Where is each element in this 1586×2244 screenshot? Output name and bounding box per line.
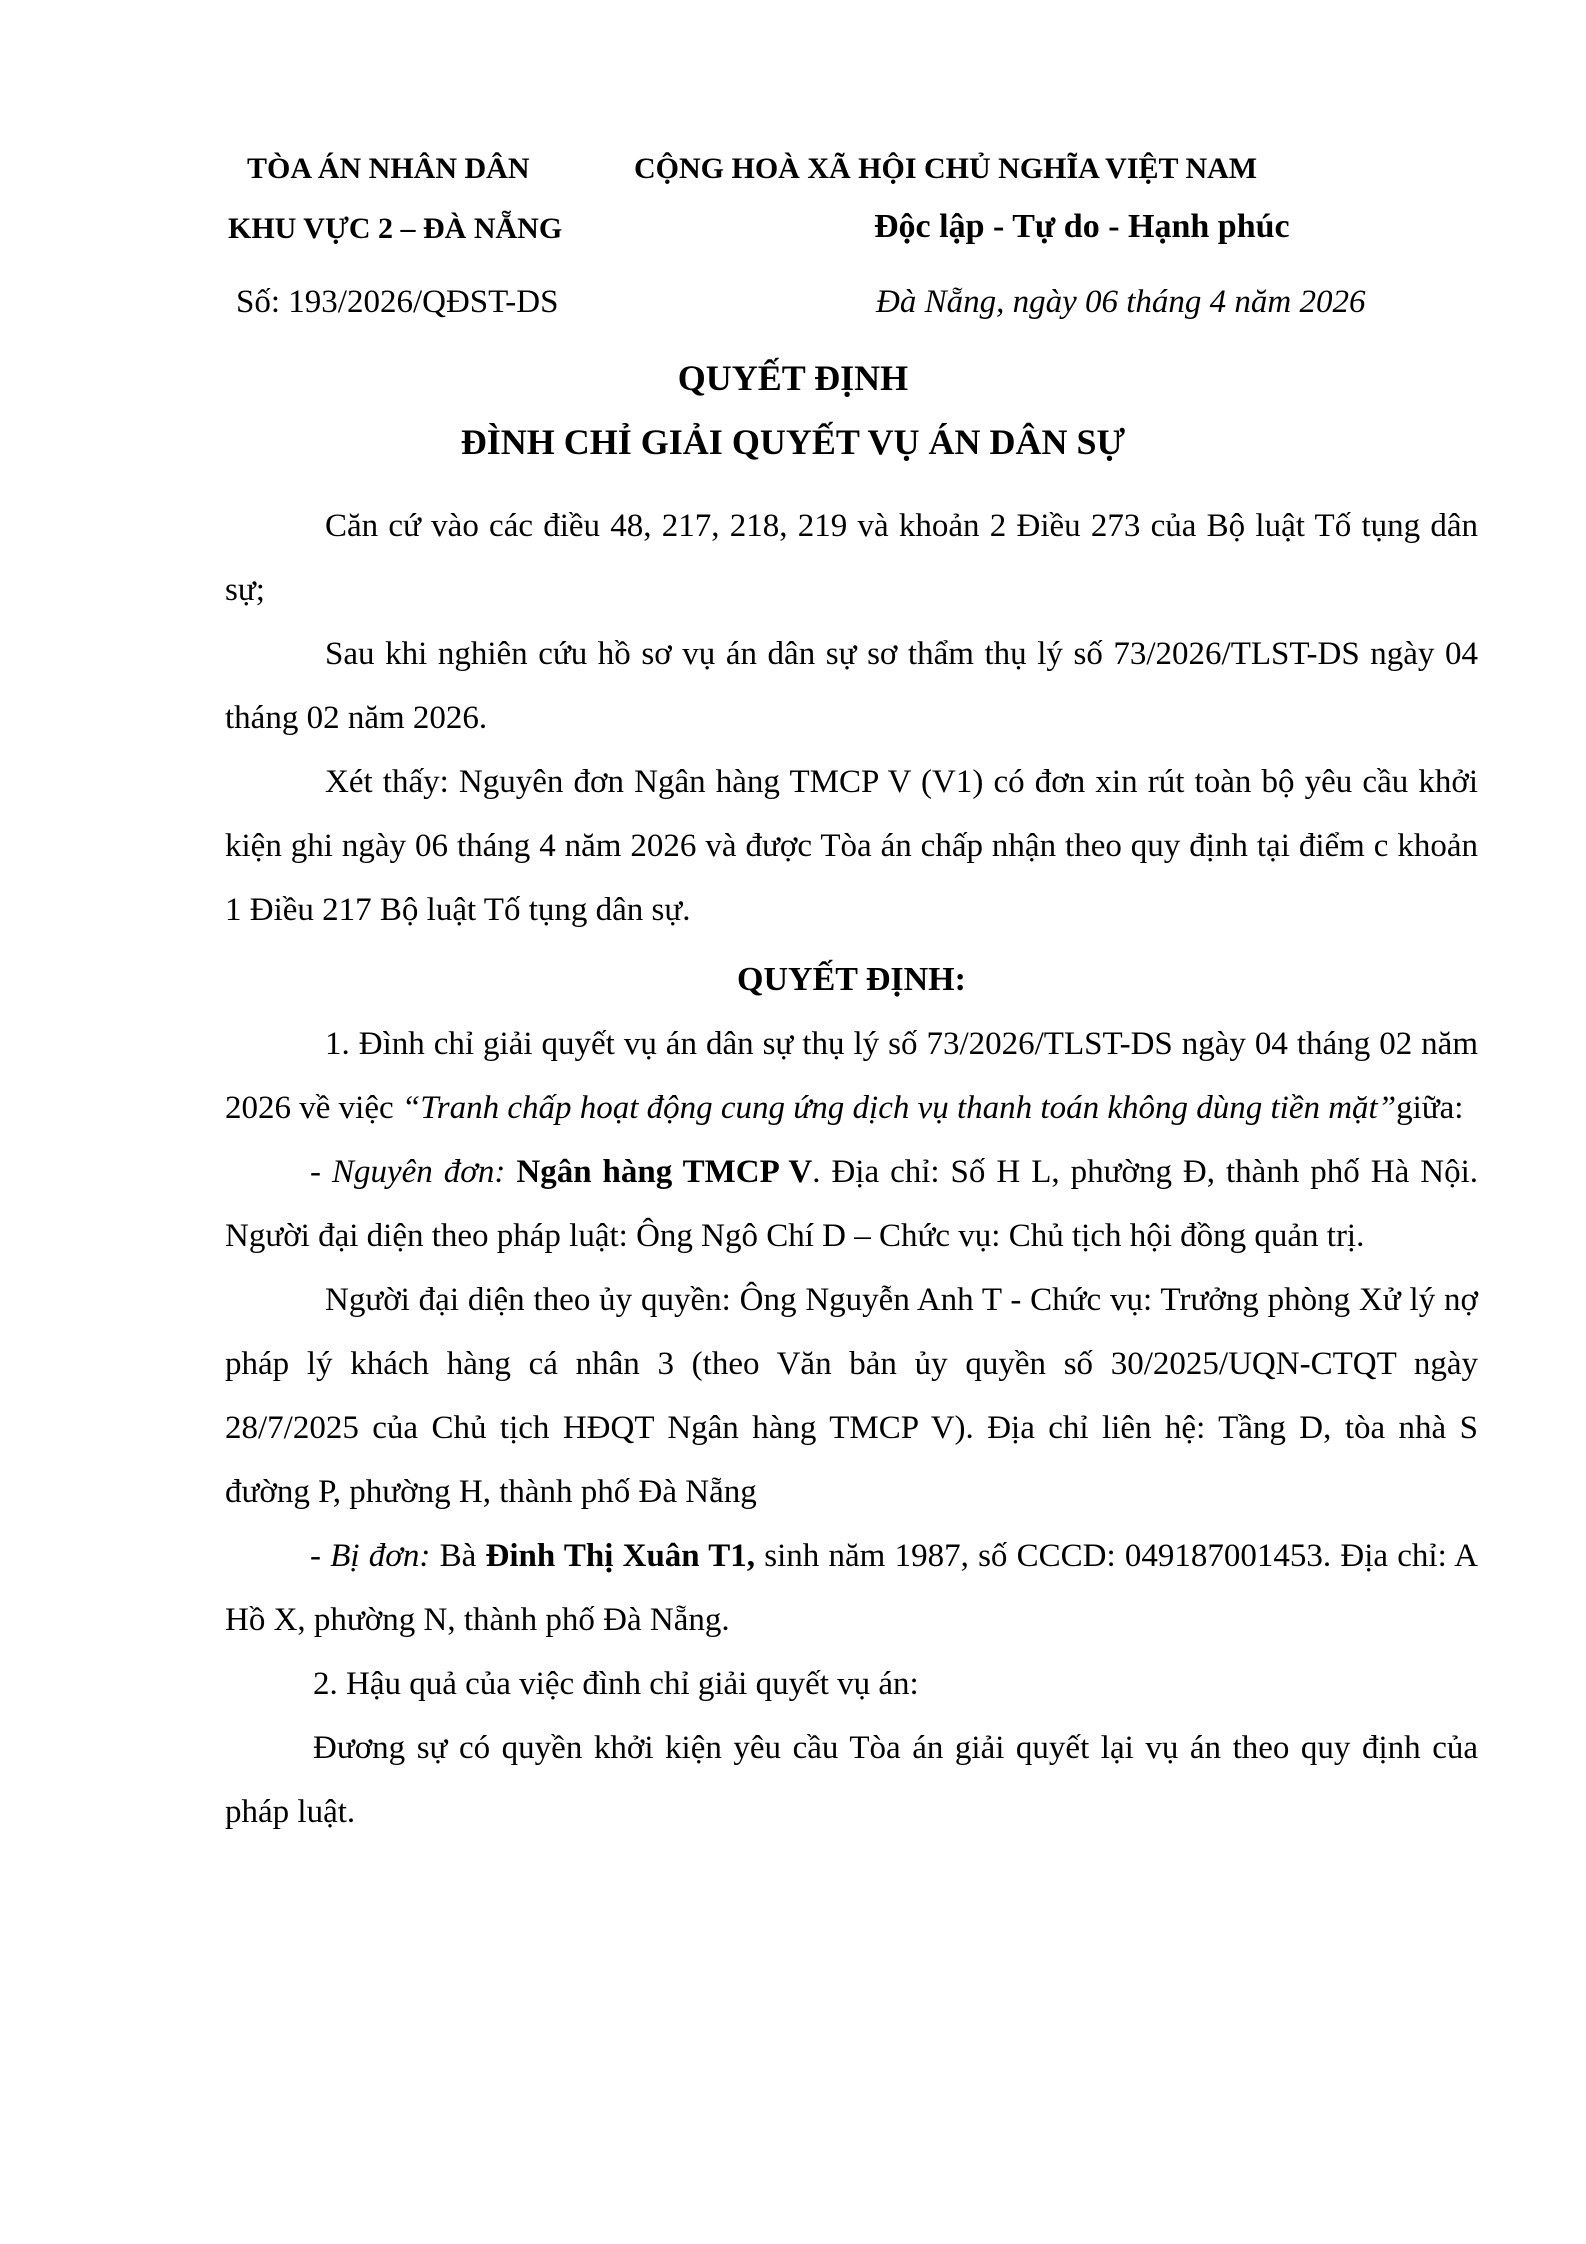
document-title: QUYẾT ĐỊNH bbox=[677, 358, 909, 398]
defendant-prefix: Bà bbox=[430, 1538, 486, 1574]
court-region: KHU VỰC 2 – ĐÀ NẴNG bbox=[228, 212, 563, 245]
legal-basis-paragraph: Căn cứ vào các điều 48, 217, 218, 219 và khoản 2 Điều 273 của Bộ luật Tố tụng dân sự; bbox=[225, 508, 1478, 608]
national-motto: Độc lập - Tự do - Hạnh phúc bbox=[874, 208, 1290, 245]
document-subtitle: ĐÌNH CHỈ GIẢI QUYẾT VỤ ÁN DÂN SỰ bbox=[460, 422, 1126, 462]
consequence-paragraph: Đương sự có quyền khởi kiện yêu cầu Tòa án giải quyết lại vụ án theo quy định của pháp luật. bbox=[225, 1730, 1478, 1830]
defendant-paragraph bbox=[225, 1524, 1478, 1652]
plaintiff-name: Ngân hàng TMCP V bbox=[516, 1154, 813, 1190]
item1-prefix: 1. Đình chỉ giải quyết vụ án dân sự thụ lý số 73/2026/TLST-DS ngày 04 tháng 02 năm 2026 về việc bbox=[225, 1026, 1478, 1126]
defendant-label: - Bị đơn: bbox=[310, 1538, 431, 1574]
case-review-paragraph: Sau khi nghiên cứu hồ sơ vụ án dân sự sơ thẩm thụ lý số 73/2026/TLST-DS ngày 04 tháng 02 năm 2026. bbox=[225, 636, 1478, 736]
plaintiff-details: . Địa chỉ: Số H L, phường Đ, thành phố Hà Nội. Người đại diện theo pháp luật: Ông Ngô Chí D – Chức vụ: Chủ tịch hội đồng quản trị. bbox=[225, 1154, 1479, 1254]
plaintiff-paragraph bbox=[225, 1140, 1478, 1268]
document-body bbox=[225, 494, 1478, 1844]
decision-heading: QUYẾT ĐỊNH: bbox=[737, 961, 966, 998]
finding-paragraph: Xét thấy: Nguyên đơn Ngân hàng TMCP V (V1) có đơn xin rút toàn bộ yêu cầu khởi kiện ghi ngày 06 tháng 4 năm 2026 và được Tòa án chấp nhận theo quy định tại điểm c khoản 1 Điều 217 Bộ luật Tố tụng dân sự. bbox=[225, 764, 1478, 928]
court-name: TÒA ÁN NHÂN DÂN bbox=[247, 152, 530, 185]
representative-paragraph: Người đại diện theo ủy quyền: Ông Nguyễn Anh T - Chức vụ: Trưởng phòng Xử lý nợ pháp lý khách hàng cá nhân 3 (theo Văn bản ủy quyền số 30/2025/UQN-CTQT ngày 28/7/2025 của Chủ tịch HĐQT Ngân hàng TMCP V). Địa chỉ liên hệ: Tầng D, tòa nhà S đường P, phường H, thành phố Đà Nẵng bbox=[225, 1282, 1478, 1510]
decision-item-1 bbox=[225, 1012, 1478, 1140]
plaintiff-label: - Nguyên đơn: bbox=[310, 1154, 506, 1190]
defendant-name: Đinh Thị Xuân T1, bbox=[485, 1538, 756, 1574]
defendant-details: sinh năm 1987, số CCCD: 049187001453. Địa chỉ: A Hồ X, phường N, thành phố Đà Nẵng. bbox=[225, 1538, 1478, 1638]
decision-item-2: 2. Hậu quả của việc đình chỉ giải quyết vụ án: bbox=[313, 1666, 919, 1702]
place-date: Đà Nẵng, ngày 06 tháng 4 năm 2026 bbox=[876, 284, 1366, 320]
document-number: Số: 193/2026/QĐST-DS bbox=[236, 284, 559, 320]
nation-name: CỘNG HOÀ XÃ HỘI CHỦ NGHĨA VIỆT NAM bbox=[634, 152, 1258, 185]
item1-suffix: giữa: bbox=[1396, 1090, 1464, 1126]
dispute-subject: “Tranh chấp hoạt động cung ứng dịch vụ thanh toán không dùng tiền mặt” bbox=[401, 1090, 1397, 1126]
